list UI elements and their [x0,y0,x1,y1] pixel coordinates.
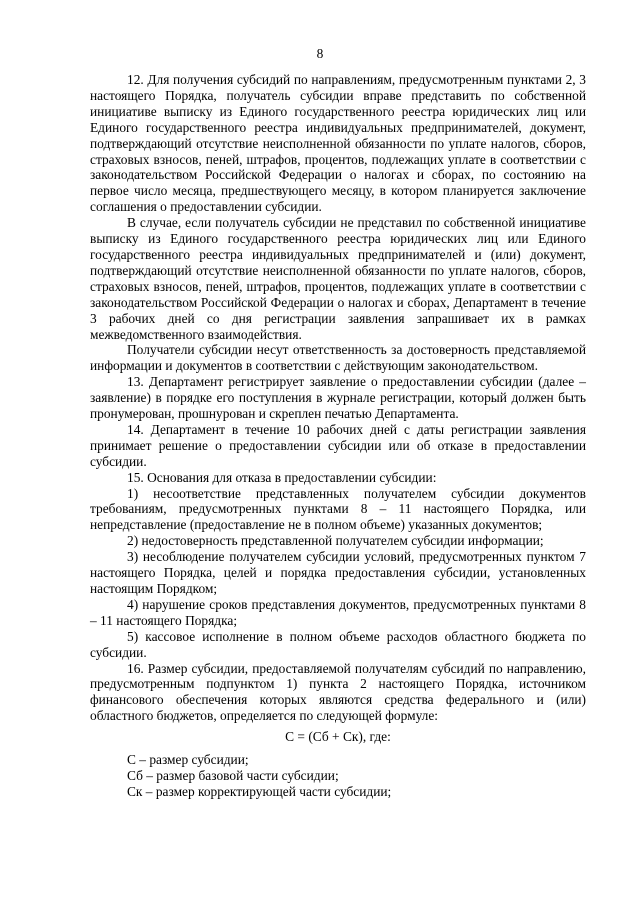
paragraph-15-item-3: 3) несоблюдение получателем субсидии условий, предусмотренных пунктом 7 настоящего Порядка, целей и порядка предоставления субсидии, установленных настоящим Порядком; [90,549,586,596]
paragraph-15-item-1: 1) несоответствие представленных получателем субсидии документов требованиям, предусмотренных пунктами 8 – 11 настоящего Порядка, или непредставление (предоставление не в полном объеме) указанных документов; [90,485,586,533]
definition-ck: Ск – размер корректирующей части субсидии; [127,783,392,799]
paragraph-15-item-2: 2) недостоверность представленной получателем субсидии информации; [127,533,544,549]
paragraph-14: 14. Департамент в течение 10 рабочих дней с даты регистрации заявления принимает решение о предоставлении субсидии или об отказе в предоставлении субсидии. [90,421,586,469]
paragraph-12-case: В случае, если получатель субсидии не представил по собственной инициативе выписку из Единого государственного реестра юридических лиц или Единого государственного реестра индивидуальных предпринимателей и (или) документ, подтверждающий отсутствие неисполненной обязанности по уплате налогов, сборов, страховых взносов, пеней, штрафов, процентов, подлежащих уплате в соответствии с законодательством Российской Федерации о налогах и сборах, Департамент в течение 3 рабочих дней со дня регистрации заявления запрашивает их в рамках межведомственного взаимодействия. [90,215,586,342]
subsidy-formula: С = (Сб + Ск), где: [285,729,391,745]
paragraph-13: 13. Департамент регистрирует заявление о предоставлении субсидии (далее – заявление) в порядке его поступления в журнале регистрации, который должен быть пронумерован, прошнурован и скреплен печатью Департамента. [90,374,586,422]
paragraph-15-item-5: 5) кассовое исполнение в полном объеме расходов областного бюджета по субсидии. [90,628,586,660]
definition-cb: Сб – размер базовой части субсидии; [127,767,339,783]
document-body [90,72,586,800]
definition-c: С – размер субсидии; [127,752,249,768]
paragraph-12: 12. Для получения субсидий по направлениям, предусмотренным пунктами 2, 3 настоящего Порядка, получатель субсидии вправе представить по собственной инициативе выписку из Единого государственного реестра юридических лиц или Единого государственного реестра индивидуальных предпринимателей, документ, подтверждающий отсутствие неисполненной обязанности по уплате налогов, сборов, страховых взносов, пеней, штрафов, процентов, подлежащих уплате в соответствии с законодательством Российской Федерации о налогах и сборах, по состоянию на первое число месяца, предшествующего месяцу, в котором планируется заключение соглашения о предоставлении субсидии. [90,72,586,215]
page-number: 8 [316,46,324,61]
paragraph-15: 15. Основания для отказа в предоставлении субсидии: [127,469,437,485]
paragraph-15-item-4: 4) нарушение сроков представления документов, предусмотренных пунктами 8 – 11 настоящего Порядка; [90,596,586,628]
paragraph-16: 16. Размер субсидии, предоставляемой получателям субсидий по направлению, предусмотренным подпунктом 1) пункта 2 настоящего Порядка, источником финансового обеспечения которых являются средства федерального и (или) областного бюджетов, определяется по следующей формуле: [90,660,586,724]
paragraph-12-responsibility: Получатели субсидии несут ответственность за достоверность представляемой информации и документов в соответствии с действующим законодательством. [90,342,586,374]
